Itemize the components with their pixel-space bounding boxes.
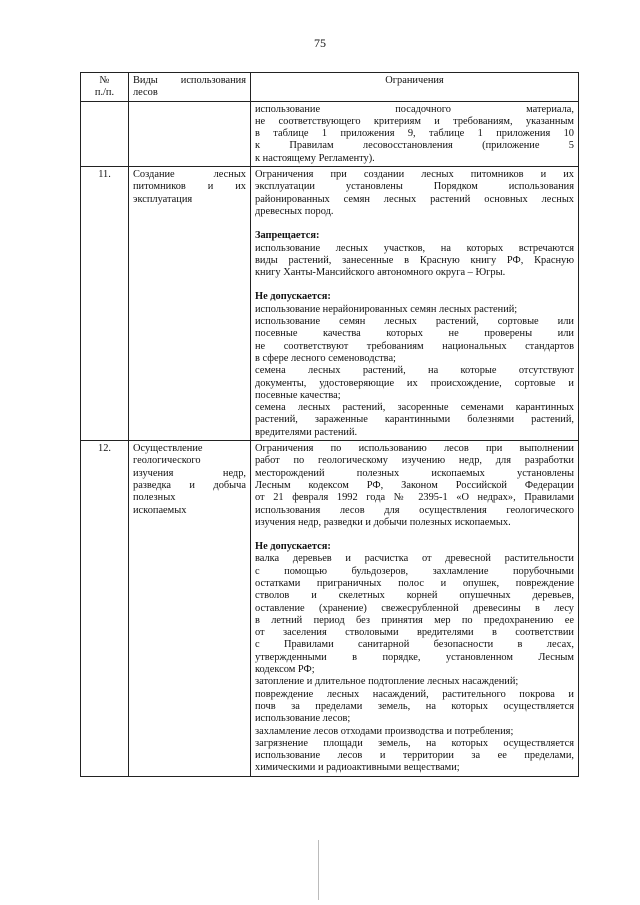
text-line: семена лесных растений, на которые отсутствуют (255, 365, 574, 377)
text-line: не соответствующего критериям и требованиям, указанным (255, 115, 574, 127)
text-line: почв за пределами земель, на которых осуществляется (255, 700, 574, 712)
not-allowed-heading: Не допускается: (255, 541, 331, 553)
text-line: с Правилами санитарной безопасности в лесах, (255, 639, 574, 651)
row-number: 12. (81, 441, 129, 777)
text-line: загрязнение площади земель, на которых осуществляется (255, 737, 574, 749)
text-line: вредителями растений. (255, 426, 358, 438)
text-line: затопление и длительное подтопление лесных насаждений; (255, 676, 519, 688)
text-line: повреждение лесных насаждений, растительного покрова и (255, 688, 574, 700)
header-usage-type-line: лесов (133, 87, 158, 99)
text-line: использование лесов; (255, 713, 351, 725)
text-line: посевные качества; (255, 389, 341, 401)
text-line: районированных семян лесных растений основных лесных (255, 193, 574, 205)
header-number (81, 73, 129, 102)
page-number: 75 (314, 36, 326, 50)
text-line: к настоящему Регламенту). (255, 152, 375, 164)
text-line: использование лесных участков, на которых встречаются (255, 242, 574, 254)
text-line: эксплуатации установлены Порядком использования (255, 181, 574, 193)
usage-type-line: Создание лесных (133, 169, 246, 181)
restrictions-cell (251, 167, 579, 441)
header-usage-type-line: Виды использования (133, 75, 246, 86)
continuation-type-cell (129, 101, 251, 166)
text-line: документы, удостоверяющие их происхождение, сортовые и (255, 377, 574, 389)
text-line: семена лесных растений, засоренные семенами карантинных (255, 402, 574, 414)
text-line: стволов и скелетных корней опушечных деревьев, (255, 590, 574, 602)
spacer (255, 218, 574, 230)
row-number: 11. (81, 167, 129, 441)
usage-type-line: геологического (133, 455, 201, 467)
text-line: утвержденными в порядке, установленном Лесным (255, 651, 574, 663)
table-row-11 (81, 167, 579, 441)
text-line: не соответствуют требованиям национальных стандартов (255, 340, 574, 352)
continuation-restrictions-cell (251, 101, 579, 166)
text-line: использование нерайонированных семян лесных растений; (255, 303, 518, 315)
text-line: использование посадочного материала, (255, 103, 574, 115)
text-line: с помощью бульдозеров, захламление порубочными (255, 565, 574, 577)
text-line: захламление лесов отходами производства и потребления; (255, 725, 514, 737)
text-line: древесных пород. (255, 205, 334, 217)
text-line: химическими и радиоактивными веществами; (255, 762, 460, 774)
table-header-row (81, 73, 579, 102)
text-line: посевные качества которых не проверены или (255, 328, 574, 340)
text-line: Лесным кодексом РФ, Законом Российской Федерации (255, 479, 574, 491)
header-usage-type (129, 73, 251, 102)
text-line: остатками приграничных полос и опушек, повреждение (255, 577, 574, 589)
usage-type-cell (129, 167, 251, 441)
text-line: валка деревьев и расчистка от древесной растительности (255, 553, 574, 565)
header-number-line: № (99, 75, 110, 86)
text-line: от заселения стволовыми вредителями в соответствии (255, 627, 574, 639)
text-line: использования лесов для осуществления геологического (255, 504, 574, 516)
usage-type-line: эксплуатация (133, 193, 193, 205)
header-number-line: п./п. (94, 87, 115, 99)
text-line: работ по геологическому изучению недр, для разработки (255, 455, 574, 467)
header-restrictions: Ограничения (251, 73, 579, 102)
text-line: использование семян лесных растений, сортовые или (255, 316, 574, 328)
spacer (255, 529, 574, 541)
text-line: виды растений, занесенные в Красную книгу РФ, Красную (255, 254, 574, 266)
usage-type-line: изучения недр, (133, 467, 246, 479)
not-allowed-heading: Не допускается: (255, 291, 331, 303)
text-line: в таблице 1 приложения 9, таблице 1 приложения 10 (255, 128, 574, 140)
usage-type-line: разведка и добыча (133, 479, 246, 491)
text-line: использование лесов и территории за ее пределами, (255, 750, 574, 762)
table-row-continuation (81, 101, 579, 166)
text-line: растений, зараженные карантинными болезнями растений, (255, 414, 574, 426)
usage-type-cell (129, 441, 251, 777)
table-row-12 (81, 441, 579, 777)
usage-type-line: полезных (133, 492, 176, 504)
text-line: Ограничения при создании лесных питомников и их (255, 169, 574, 181)
restrictions-table (80, 72, 579, 777)
text-line: к Правилам лесовосстановления (приложение 5 (255, 140, 574, 152)
text-line: книгу Ханты-Мансийского автономного округа – Югры. (255, 267, 506, 279)
continuation-number-cell (81, 101, 129, 166)
forbidden-heading: Запрещается: (255, 230, 320, 242)
usage-type-line: ископаемых (133, 504, 187, 516)
text-line: Ограничения по использованию лесов при выполнении (255, 443, 574, 455)
scan-artifact-line (318, 840, 319, 900)
text-line: изучения недр, разведки и добычи полезных ископаемых. (255, 516, 511, 528)
text-line: оставление (хранение) свежесрубленной древесины в лесу (255, 602, 574, 614)
usage-type-line: Осуществление (133, 443, 203, 455)
text-line: в летний период без принятия мер по предохранению ее (255, 614, 574, 626)
text-line: от 21 февраля 1992 года № 2395-1 «О недрах», Правилами (255, 492, 574, 504)
text-line: месторождений полезных ископаемых установлены (255, 467, 574, 479)
text-line: кодексом РФ; (255, 664, 315, 676)
restrictions-cell (251, 441, 579, 777)
text-line: в сфере лесного семеноводства; (255, 352, 396, 364)
spacer (255, 279, 574, 291)
usage-type-line: питомников и их (133, 181, 246, 193)
